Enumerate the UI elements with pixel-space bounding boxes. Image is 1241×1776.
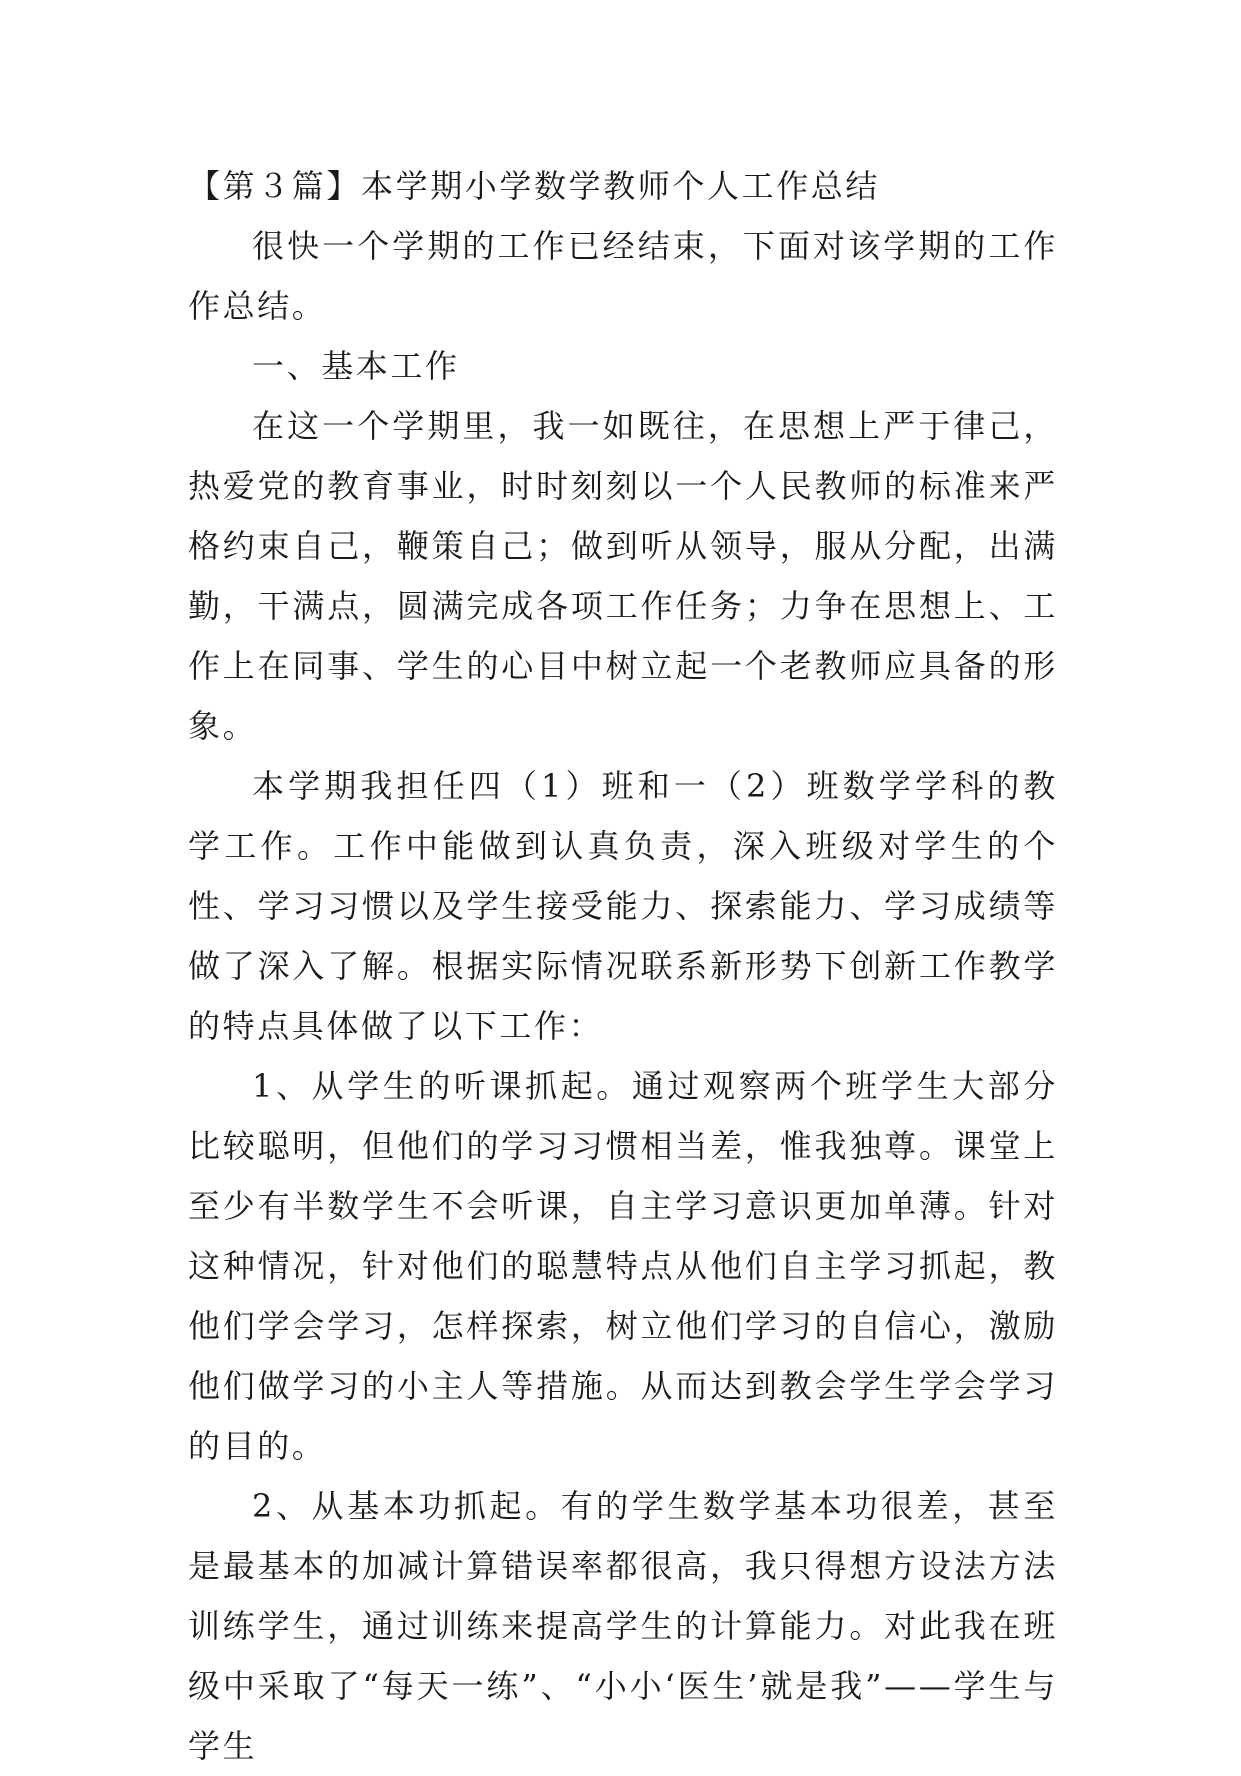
intro-paragraph: 很快一个学期的工作已经结束，下面对该学期的工作作总结。 <box>188 227 1058 325</box>
body-paragraph: 2、从基本功抓起。有的学生数学基本功很差，甚至是最基本的加减计算错误率都很高，我只得想方设法方法训练学生，通过训练来提高学生的计算能力。对此我在班级中采取了“每天一练”、“小小‘医生’就是我”——学生与学生 <box>188 1487 1058 1765</box>
body-paragraph: 1、从学生的听课抓起。通过观察两个班学生大部分比较聪明，但他们的学习习惯相当差，惟我独尊。课堂上至少有半数学生不会听课，自主学习意识更加单薄。针对这种情况，针对他们的聪慧特点从他们自主学习抓起，教他们学会学习，怎样探索，树立他们学习的自信心，激励他们做学习的小主人等措施。从而达到教会学生学会学习的目的。 <box>188 1067 1058 1465</box>
body-paragraph: 本学期我担任四（1）班和一（2）班数学学科的教学工作。工作中能做到认真负责，深入班级对学生的个性、学习习惯以及学生接受能力、探索能力、学习成绩等做了深入了解。根据实际情况联系新形势下创新工作教学的特点具体做了以下工作： <box>188 767 1058 1045</box>
section-heading: 一、基本工作 <box>252 347 460 385</box>
document-body <box>188 156 1058 1776</box>
document-title: 【第３篇】本学期小学数学教师个人工作总结 <box>188 167 881 205</box>
body-paragraph: 在这一个学期里，我一如既往，在思想上严于律己，热爱党的教育事业，时时刻刻以一个人民教师的标准来严格约束自己，鞭策自己；做到听从领导，服从分配，出满勤，干满点，圆满完成各项工作任务；力争在思想上、工作上在同事、学生的心目中树立起一个老教师应具备的形象。 <box>188 407 1058 745</box>
